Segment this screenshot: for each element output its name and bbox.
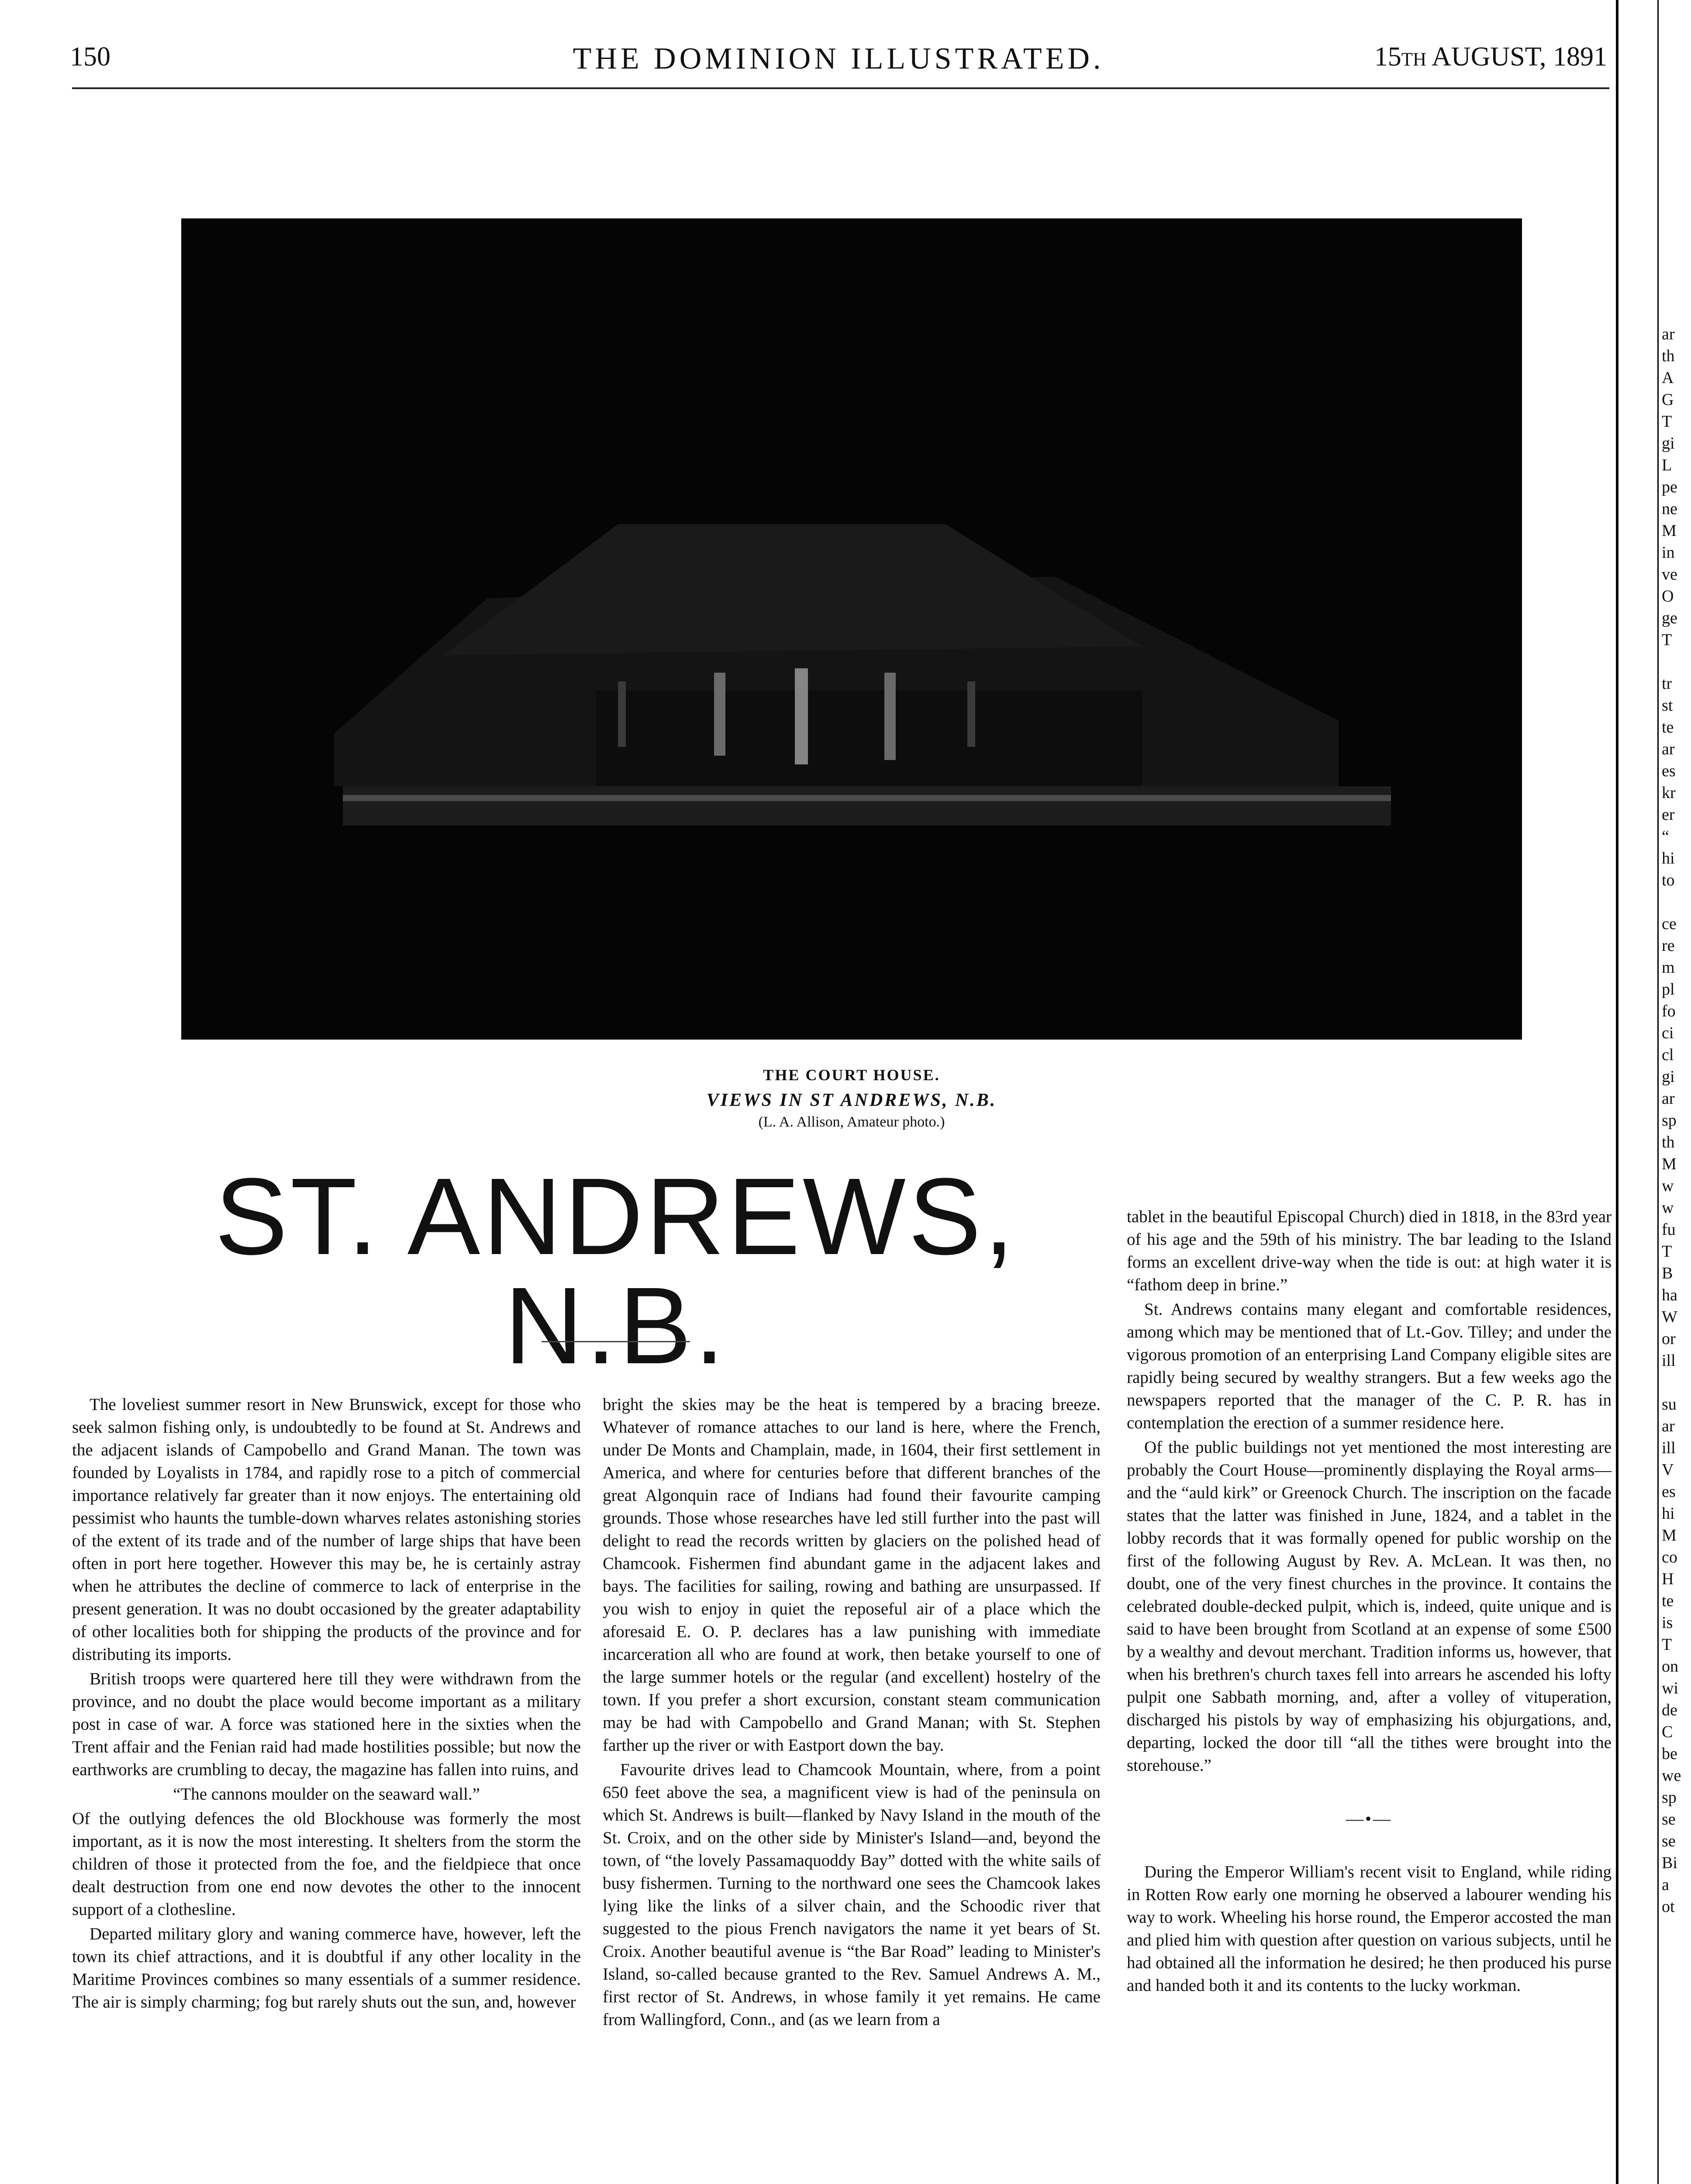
margin-fragment: ill [1662, 1439, 1676, 1457]
margin-fragment: gi [1662, 434, 1675, 453]
margin-fragment: be [1662, 1745, 1677, 1763]
margin-fragment: fu [1662, 1220, 1676, 1239]
margin-fragment: sp [1662, 1111, 1677, 1130]
margin-fragment: es [1662, 762, 1676, 780]
margin-fragment: ne [1662, 500, 1677, 518]
margin-fragment: wi [1662, 1679, 1678, 1697]
paragraph: bright the skies may be the heat is tempered by a bracing breeze. Whatever of romance attaches to our land is here, where the French, under De Monts and Champlain, made, in 1604, their first settlement in America, and where for centuries before that different branches of the great Algonquin race of Indians had found their favourite camping grounds. Those whose researches have led still further into the past will delight to read the records written by glaciers on the polished head of Chamcook. Fishermen find abundant game in the adjacent lakes and bays. The facilities for sailing, rowing and bathing are unsurpassed. If you wish to enjoy in quiet the reposeful air of a place which the aforesaid E. O. P. declares has a law punishing with immediate incarceration all who are found at work, then betake yourself to one of the large summer hotels or the regular (and excellent) hostelry of the town. If you prefer a short excursion, constant steam communication may be had with Campobello and Grand Manan; with St. Stephen farther up the river or with Eastport down the bay. [603, 1395, 1101, 1755]
anecdote-paragraph: During the Emperor William's recent visit to England, while riding in Rotten Row early one morning he observed a labourer wending his way to work. Wheeling his horse round, the Emperor accosted the man and plied him with question after question on various subjects, until he had obtained all the information he desired; he then produced his purse and handed both it and its contents to the lucky workman. [1127, 1863, 1612, 1995]
margin-fragment: hi [1662, 849, 1675, 867]
margin-fragment: C [1662, 1723, 1673, 1741]
margin-fragment: ar [1662, 1417, 1675, 1435]
margin-fragment: sp [1662, 1788, 1677, 1807]
margin-fragment: B [1662, 1264, 1673, 1282]
margin-fragment: es [1662, 1482, 1676, 1501]
margin-fragment: de [1662, 1701, 1677, 1719]
margin-fragment: ill [1662, 1351, 1676, 1370]
paragraph: The loveliest summer resort in New Brunswick, except for those who seek salmon fishing only, is undoubtedly to be found at St. Andrews and the adjacent islands of Campobello and Grand Manan. The town was founded by Loyalists in 1784, and rapidly rose to a pitch of commercial importance relatively far greater than it now enjoys. The entertaining old pessimist who haunts the tumble-down wharves relates astonishing stories of the extent of its trade and of the number of large ships that have been often in port here together. However this may be, he is certainly astray when he attributes the decline of commerce to lack of enterprise in the present generation. It was no doubt occasioned by the greater adaptability of other localities both for shipping the products of the province and for distributing its imports. [72, 1395, 581, 1664]
margin-fragment: ci [1662, 1024, 1674, 1042]
masthead: THE DOMINION ILLUSTRATED. [573, 42, 1104, 76]
margin-fragment: pl [1662, 980, 1675, 999]
page-header [70, 41, 1607, 85]
margin-fragment: T [1662, 1242, 1672, 1261]
margin-fragment: M [1662, 1155, 1677, 1173]
margin-fragment: ce [1662, 915, 1677, 933]
margin-fragment [1662, 891, 1691, 913]
paragraph: St. Andrews contains many elegant and comfortable residences, among which may be mentioned that of Lt.-Gov. Tilley; and under the vigorous promotion of an enterprising Land Company eligible sites are rapidly being secured by wealthy strangers. But a few weeks ago the newspapers reported that the manager of the C. P. R. has in contemplation the erection of a summer residence here. [1127, 1300, 1612, 1432]
paragraph: Favourite drives lead to Chamcook Mountain, where, from a point 650 feet above the sea, a magnificent view is had of the peninsula on which St. Andrews is built—flanked by Navy Island in the mouth of the St. Croix, and on the other side by Minister's Island—and, beyond the town, of “the lovely Passamaquoddy Bay” dotted with the white sails of busy fishermen. Turning to the northward one sees the Chamcook lakes lying like the links of a silver chain, and the Schoodic river that suggested to the pious French navigators the name it yet bears of St. Croix. Another beautiful avenue is “the Bar Road” leading to Minister's Island, so-called because granted to the Rev. Samuel Andrews A. M., first rector of St. Andrews, in whose family it yet remains. He came from Wallingford, Conn., and (as we learn from a [603, 1760, 1101, 2029]
margin-fragment: H [1662, 1570, 1674, 1588]
margin-fragment: se [1662, 1810, 1676, 1828]
paragraph: Of the public buildings not yet mentioned the most interesting are probably the Court House—prominently displaying the Royal arms—and the “auld kirk” or Greenock Church. The inscription on the facade states that the latter was finished in June, 1824, and a tablet in the lobby records that it was formally opened for public worship on the first of the following August by Rev. A. McLean. It was then, no doubt, one of the very finest churches in the province. It contains the celebrated double-decked pulpit, which is, indeed, quite unique and is said to have been brought from Scotland at an expense of some £500 by a wealthy and devout merchant. Tradition informs us, however, that when his brethren's church taxes fell into arrears he ascended his lofty pulpit one Sabbath morning, and, after a volley of vituperation, discharged his pistols by way of emphasizing his objurgations, and, departing, locked the door till “all the tithes were brought into the storehouse.” [1127, 1438, 1612, 1775]
margin-fragment: we [1662, 1766, 1681, 1785]
margin-fragment: O [1662, 587, 1674, 605]
margin-fragment: is [1662, 1614, 1673, 1632]
margin-fragment: L [1662, 456, 1672, 474]
margin-fragment: er [1662, 805, 1675, 824]
margin-fragment: on [1662, 1657, 1678, 1676]
margin-fragment: kr [1662, 784, 1676, 802]
quotation: “The cannons moulder on the seaward wall.” [173, 1785, 480, 1804]
margin-fragment: w [1662, 1177, 1674, 1195]
margin-fragment [1662, 1372, 1691, 1393]
paragraph: British troops were quartered here till they were withdrawn from the province, and no doubt the place would become important as a military post in case of war. A force was stationed here in the sixties when the Trent affair and the Fenian raid had made hostilities possible; but now the earthworks are crumbling to decay, the magazine has fallen into ruins, and [72, 1669, 581, 1779]
margin-fragment: cl [1662, 1046, 1674, 1064]
margin-fragment: V [1662, 1461, 1674, 1479]
margin-fragment: T [1662, 412, 1672, 431]
margin-fragment: hi [1662, 1504, 1675, 1523]
margin-fragment: co [1662, 1548, 1677, 1566]
margin-fragment: M [1662, 522, 1677, 540]
column-1 [72, 1393, 581, 2015]
margin-fragment: a [1662, 1876, 1669, 1894]
header-rule [72, 87, 1609, 89]
margin-fragment: m [1662, 958, 1675, 977]
margin-fragment: th [1662, 1133, 1675, 1151]
margin-fragment: to [1662, 871, 1675, 889]
margin-fragment: ge [1662, 609, 1677, 627]
title-rule [542, 1341, 690, 1342]
margin-fragment: “ [1662, 827, 1669, 846]
page-edge [1616, 0, 1619, 2184]
margin-fragment: ot [1662, 1897, 1675, 1916]
photo-caption-title: THE COURT HOUSE. [763, 1066, 940, 1084]
margin-fragment: su [1662, 1395, 1677, 1413]
margin-fragment: se [1662, 1832, 1676, 1850]
margin-fragment: T [1662, 1635, 1672, 1654]
margin-fragment: ha [1662, 1286, 1677, 1304]
adjacent-page-fragments [1662, 323, 1691, 1918]
paragraph: Departed military glory and waning commerce have, however, left the town its chief attractions, and it is doubtful if any other locality in the Maritime Provinces combines so many essentials of a summer residence. The air is simply charming; fog but rarely shuts out the sun, and, however [72, 1925, 581, 2011]
margin-fragment: T [1662, 631, 1672, 649]
margin-fragment: w [1662, 1199, 1674, 1217]
paragraph: tablet in the beautiful Episcopal Church) died in 1818, in the 83rd year of his age and the 59th of his ministry. The bar leading to the Island forms an excellent drive-way when the tide is out: at high water it is “fathom deep in brine.” [1127, 1207, 1612, 1294]
court-house-illustration [181, 218, 1522, 1040]
page-number: 150 [70, 42, 110, 72]
photo-credit: (L. A. Allison, Amateur photo.) [758, 1114, 945, 1130]
margin-fragment: re [1662, 936, 1675, 955]
column-3 [1127, 1206, 1612, 1999]
margin-fragment: st [1662, 696, 1673, 715]
section-separator: —•— [1346, 1809, 1392, 1828]
margin-fragment: te [1662, 718, 1674, 736]
margin-fragment: ar [1662, 325, 1675, 343]
margin-fragment: gi [1662, 1068, 1675, 1086]
margin-fragment: W [1662, 1308, 1677, 1326]
issue-date: 15th AUGUST, 1891 [1374, 42, 1607, 72]
court-house-photo [181, 218, 1522, 1040]
margin-fragment: A [1662, 369, 1674, 387]
margin-fragment: ar [1662, 740, 1675, 758]
margin-fragment: ve [1662, 565, 1677, 584]
page-edge-inner [1657, 0, 1659, 2184]
column-2 [603, 1393, 1101, 2033]
margin-fragment: ar [1662, 1089, 1675, 1108]
article-title: ST. ANDREWS, N.B. [214, 1155, 1017, 1386]
margin-fragment: te [1662, 1592, 1674, 1610]
margin-fragment: fo [1662, 1002, 1676, 1020]
margin-fragment: M [1662, 1526, 1677, 1545]
margin-fragment: in [1662, 543, 1675, 562]
margin-fragment [1662, 651, 1691, 673]
margin-fragment: th [1662, 347, 1675, 365]
margin-fragment: Bi [1662, 1854, 1677, 1872]
margin-fragment: or [1662, 1330, 1676, 1348]
margin-fragment: tr [1662, 674, 1672, 693]
photo-caption-series: VIEWS IN ST ANDREWS, N.B. [706, 1090, 997, 1110]
margin-fragment: G [1662, 390, 1674, 409]
margin-fragment: pe [1662, 478, 1677, 496]
paragraph: Of the outlying defences the old Blockhouse was formerly the most important, as it is now the most interesting. It shelters from the storm the children of those it protected from the foe, and the fieldpiece that once dealt destruction from one end now devotes the other to the innocent support of a clothesline. [72, 1809, 581, 1919]
